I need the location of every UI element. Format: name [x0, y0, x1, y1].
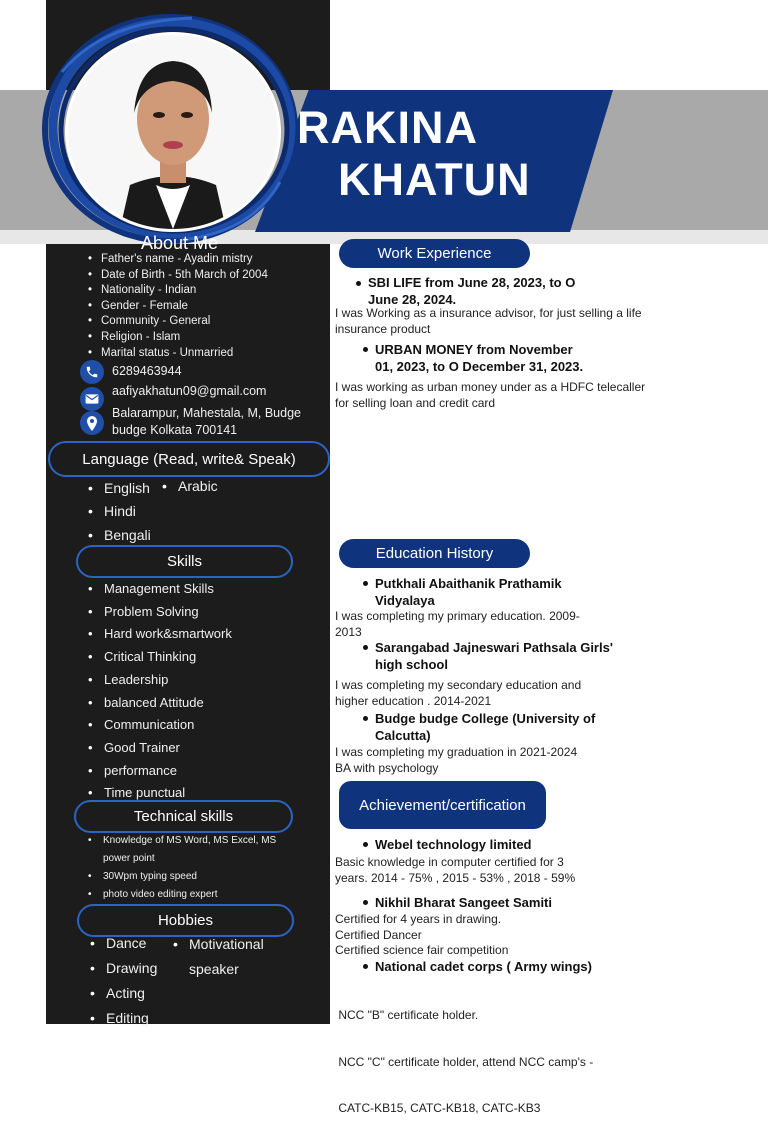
- bullet: [363, 842, 368, 847]
- job-title: SBI LIFE from June 28, 2023, to O June 28, 2024.: [368, 275, 576, 307]
- skill-item: • Problem Solving: [88, 603, 199, 619]
- skill-item: • Management Skills: [88, 581, 214, 596]
- certification-title: National cadet corps ( Army wings): [375, 959, 592, 974]
- school-name: Putkhali Abaithanik Prathamik Vidyalaya: [375, 576, 562, 608]
- skills-heading: Skills: [76, 545, 293, 578]
- skill-item: • Critical Thinking: [88, 649, 197, 665]
- technical-skill-item: • 30Wpm typing speed: [88, 871, 197, 882]
- about-item: • Community - General: [86, 314, 326, 330]
- skill-item: • Hard work&smartwork: [88, 626, 232, 642]
- phone-number: 6289463944: [112, 364, 182, 378]
- achievement-heading: Achievement/certification: [339, 781, 546, 829]
- contact-address-row: [80, 405, 330, 441]
- technical-skills-heading: Technical skills: [74, 800, 293, 833]
- job-description: I was Working as a insurance advisor, for just selling a life insurance product: [335, 306, 642, 336]
- technical-skill-item: • Knowledge of MS Word, MS Excel, MS: [88, 835, 277, 846]
- about-item: • Date of Birth - 5th March of 2004: [86, 268, 326, 284]
- about-heading: About Me: [141, 233, 219, 253]
- education-description: I was completing my graduation in 2021-2024 BA with psychology: [335, 745, 578, 775]
- certification-description: Certified for 4 years in drawing. Certified Dancer Certified science fair competition: [335, 912, 509, 957]
- contact-phone-row: [80, 360, 330, 384]
- bullet: [363, 347, 368, 352]
- technical-skills-list: [88, 832, 276, 904]
- education-description: I was completing my primary education. 2009- 2013: [335, 609, 580, 639]
- bullet: [356, 281, 361, 286]
- about-item: • Marital status - Unmarried: [86, 346, 326, 362]
- skill-item: • Leadership: [88, 671, 169, 687]
- bullet: [363, 900, 368, 905]
- last-name: KHATUN: [338, 154, 531, 205]
- location-icon: [80, 411, 104, 435]
- hobbies-list-left: [90, 931, 157, 1031]
- hobbies-list-right: [173, 932, 264, 982]
- language-item-label: Hindi: [104, 503, 136, 519]
- hobby-item: • Motivational: [173, 936, 264, 952]
- skills-list: [88, 578, 232, 805]
- job-title: URBAN MONEY from November 01, 2023, to O December 31, 2023.: [375, 342, 584, 374]
- job-description: I was working as urban money under as a HDFC telecaller for selling loan and credit card: [335, 380, 646, 410]
- hobby-item-continued: speaker: [189, 961, 239, 977]
- education-description: I was completing my secondary education and higher education . 2014-2021: [335, 678, 582, 708]
- hobby-item: • Editing: [90, 1010, 149, 1026]
- hobby-item: • Drawing: [90, 960, 158, 976]
- about-item: • Gender - Female: [86, 299, 326, 315]
- hobby-item: • Dance: [90, 935, 147, 951]
- first-name: RAKINA: [297, 102, 478, 153]
- phone-icon: [80, 360, 104, 384]
- language-item: • English: [88, 480, 150, 496]
- email-address[interactable]: aafiyakhatun09@gmail.com: [112, 384, 267, 398]
- certification-description: NCC "B" certificate holder. NCC "C" certificate holder, attend NCC camp's - CATC-KB15, CATC-KB18, CATC-KB3: [335, 1008, 594, 1115]
- about-item: • Nationality - Indian: [86, 283, 326, 299]
- certification-title: Webel technology limited: [375, 837, 532, 852]
- bullet: [363, 581, 368, 586]
- bullet: [363, 964, 368, 969]
- skill-item: • balanced Attitude: [88, 694, 204, 710]
- about-item: • Father's name - Ayadin mistry: [86, 252, 326, 268]
- hobby-item: • Acting: [90, 985, 145, 1001]
- address-line-1: Balarampur, Mahestala, M, Budge: [112, 406, 301, 420]
- skill-item: • performance: [88, 762, 177, 778]
- school-name: Budge budge College (University of Calcutta): [375, 711, 596, 743]
- school-name: Sarangabad Jajneswari Pathsala Girls' high school: [375, 640, 613, 672]
- language-item-label: Arabic: [178, 478, 218, 494]
- about-list: [86, 252, 326, 361]
- language-item-label: English: [104, 480, 150, 496]
- address-line-2: budge Kolkata 700141: [112, 423, 238, 437]
- education-heading: Education History: [339, 539, 530, 568]
- language-item: • Hindi: [88, 503, 136, 519]
- bullet: [363, 716, 368, 721]
- language-item: • Bengali: [88, 527, 151, 543]
- profile-photo: [65, 32, 281, 232]
- skill-item: • Communication: [88, 717, 195, 733]
- technical-skill-item: • photo video editing expert: [88, 889, 218, 900]
- certification-title: Nikhil Bharat Sangeet Samiti: [375, 895, 552, 910]
- bullet: [363, 645, 368, 650]
- certification-description: Basic knowledge in computer certified for 3 years. 2014 - 75% , 2015 - 53% , 2018 - 59%: [335, 855, 576, 885]
- hobbies-heading: Hobbies: [77, 904, 294, 937]
- address: [112, 405, 301, 439]
- technical-skill-item-continued: power point: [103, 853, 155, 864]
- language-heading: Language (Read, write& Speak): [48, 441, 330, 477]
- skill-item: • Time punctual: [88, 785, 186, 801]
- work-experience-heading: Work Experience: [339, 239, 530, 268]
- language-item-label: Bengali: [104, 527, 151, 543]
- skill-item: • Good Trainer: [88, 739, 180, 755]
- language-item: • Arabic: [162, 478, 218, 494]
- about-item: • Religion - Islam: [86, 330, 326, 346]
